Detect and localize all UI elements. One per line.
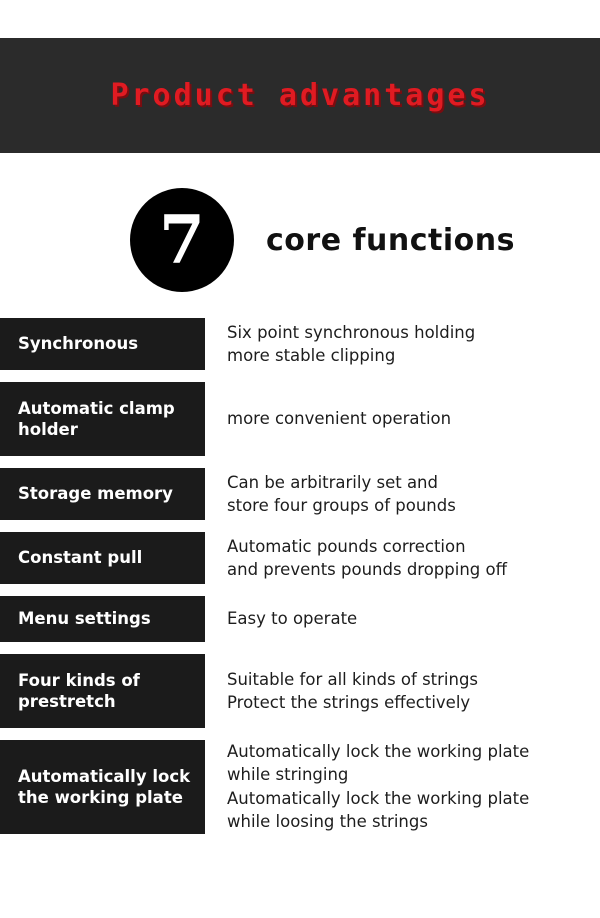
- feature-description: [205, 468, 600, 520]
- feature-description-line: Automatically lock the working plate: [227, 788, 530, 808]
- core-functions-label: core functions: [266, 222, 515, 258]
- feature-tag: Menu settings: [0, 596, 205, 642]
- feature-description-line: Suitable for all kinds of strings: [227, 669, 479, 689]
- feature-description-line: and prevents pounds dropping off: [227, 560, 507, 579]
- list-item: [0, 382, 600, 456]
- list-item: [0, 654, 600, 728]
- feature-description: [205, 654, 600, 728]
- feature-description-line: Protect the strings effectively: [227, 693, 471, 712]
- feature-description: [205, 532, 600, 584]
- header-banner: [0, 38, 600, 153]
- feature-description: [205, 382, 600, 456]
- feature-description-line: while loosing the strings: [227, 812, 428, 832]
- feature-description-line: Can be arbitrarily set and: [227, 472, 438, 492]
- core-functions-heading: [0, 185, 600, 295]
- feature-tag: Automatic clamp holder: [0, 382, 205, 456]
- feature-description-line: Automatic pounds correction: [227, 536, 466, 556]
- list-item: [0, 596, 600, 642]
- feature-description-line: store four groups of pounds: [227, 496, 456, 515]
- feature-tag: Automatically lock the working plate: [0, 740, 205, 834]
- feature-description-line: Six point synchronous holding: [227, 322, 476, 342]
- feature-description-line: more stable clipping: [227, 346, 396, 365]
- feature-description-line: Easy to operate: [227, 609, 358, 629]
- page-title: Product advantages: [110, 78, 490, 113]
- feature-description-line: Automatically lock the working plate: [227, 742, 530, 761]
- list-item: [0, 318, 600, 370]
- core-count-badge: 7: [130, 188, 234, 292]
- feature-description-line: while stringing: [227, 765, 349, 785]
- feature-list: [0, 318, 600, 846]
- feature-tag: Four kinds of prestretch: [0, 654, 205, 728]
- feature-tag: Synchronous: [0, 318, 205, 370]
- feature-description: [205, 740, 600, 834]
- feature-description-line: more convenient operation: [227, 409, 452, 429]
- feature-tag: Constant pull: [0, 532, 205, 584]
- feature-description: [205, 596, 600, 642]
- list-item: [0, 468, 600, 520]
- list-item: [0, 740, 600, 834]
- list-item: [0, 532, 600, 584]
- feature-tag: Storage memory: [0, 468, 205, 520]
- feature-description: [205, 318, 600, 370]
